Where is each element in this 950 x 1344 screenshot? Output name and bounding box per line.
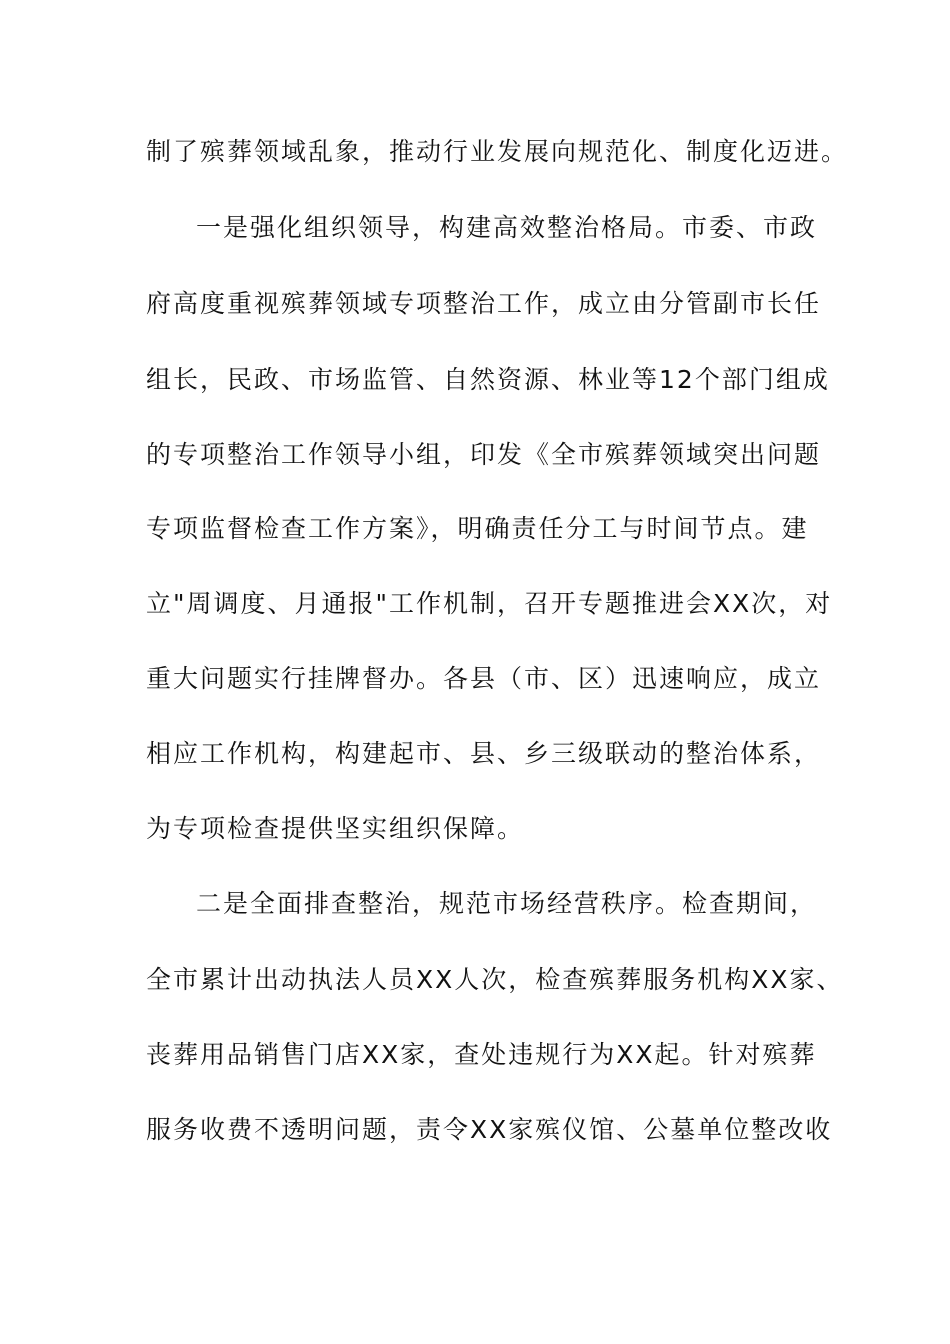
text-line: 相应工作机构，构建起市、县、乡三级联动的整治体系， bbox=[146, 739, 822, 768]
text-line: 重大问题实行挂牌督办。各县（市、区）迅速响应，成立 bbox=[146, 664, 822, 693]
text-line: 丧葬用品销售门店XX家，查处违规行为XX起。针对殡葬 bbox=[146, 1040, 817, 1069]
text-line: 为专项检查提供坚实组织保障。 bbox=[146, 814, 525, 843]
text-line: 服务收费不透明问题，责令XX家殡仪馆、公墓单位整改收 bbox=[146, 1115, 833, 1144]
text-line: 全市累计出动执法人员XX人次，检查殡葬服务机构XX家、 bbox=[146, 965, 844, 994]
text-line: 的专项整治工作领导小组，印发《全市殡葬领域突出问题 bbox=[146, 440, 822, 469]
paragraph-start-line: 二是全面排查整治，规范市场经营秩序。检查期间， bbox=[196, 889, 818, 918]
text-line: 府高度重视殡葬领域专项整治工作，成立由分管副市长任 bbox=[146, 289, 822, 318]
text-line: 专项监督检查工作方案》，明确责任分工与时间节点。建 bbox=[146, 514, 809, 543]
text-line: 组长，民政、市场监管、自然资源、林业等12个部门组成 bbox=[146, 365, 830, 394]
text-line: 制了殡葬领域乱象，推动行业发展向规范化、制度化迈进。 bbox=[146, 137, 849, 166]
paragraph-start-line: 一是强化组织领导，构建高效整治格局。市委、市政 bbox=[196, 213, 818, 242]
text-line: 立"周调度、月通报"工作机制，召开专题推进会XX次，对 bbox=[146, 589, 833, 618]
